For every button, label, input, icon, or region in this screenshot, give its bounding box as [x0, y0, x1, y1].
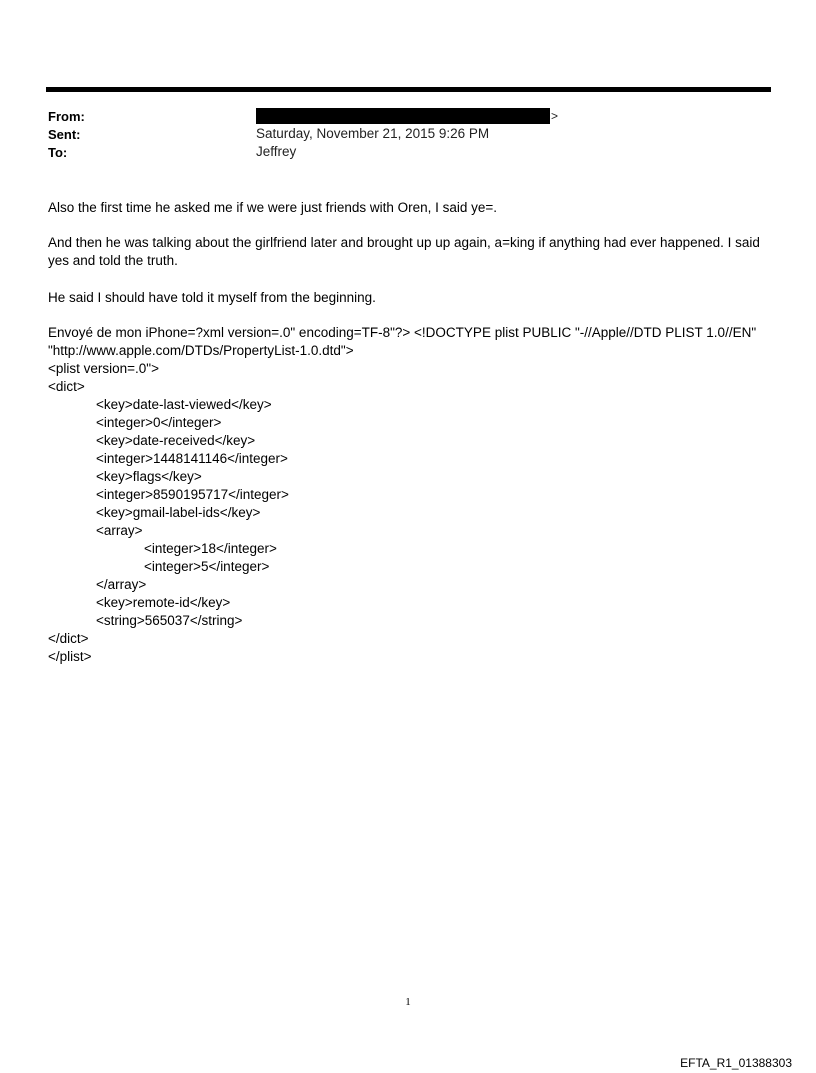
plist-line: <key>remote-id</key> — [96, 595, 231, 610]
body-paragraph-3: He said I should have told it myself from the beginning. — [48, 290, 376, 305]
body-paragraph-2: And then he was talking about the girlfriend later and brought up up again, a=king if anything had ever happened. I said yes and told the truth. — [48, 235, 760, 268]
plist-line: <key>date-last-viewed</key> — [96, 397, 272, 412]
plist-line: <integer>8590195717</integer> — [96, 487, 289, 502]
plist-line: </plist> — [48, 649, 92, 664]
redacted-sender — [256, 108, 550, 124]
plist-line: <integer>1448141146</integer> — [96, 451, 288, 466]
body-paragraph-4-line-2: "http://www.apple.com/DTDs/PropertyList-1.0.dtd"> — [48, 343, 354, 358]
plist-line: <string>565037</string> — [96, 613, 243, 628]
from-suffix: > — [551, 109, 559, 123]
sent-value: Saturday, November 21, 2015 9:26 PM — [256, 126, 490, 141]
plist-line: <integer>18</integer> — [144, 541, 277, 556]
from-label: From: — [48, 109, 85, 124]
plist-line: </dict> — [48, 631, 89, 646]
plist-line: <dict> — [48, 379, 85, 394]
to-value: Jeffrey — [256, 144, 297, 159]
page-number: 1 — [405, 996, 411, 1008]
plist-line: <plist version=.0"> — [48, 361, 159, 376]
bates-number: EFTA_R1_01388303 — [680, 1056, 792, 1070]
header-rule — [46, 87, 771, 92]
plist-line: <key>flags</key> — [96, 469, 202, 484]
plist-line: </array> — [96, 577, 147, 592]
plist-line: <integer>5</integer> — [144, 559, 270, 574]
body-paragraph-1: Also the first time he asked me if we were just friends with Oren, I said ye=. — [48, 200, 498, 215]
sent-label: Sent: — [48, 127, 81, 142]
plist-line: <key>gmail-label-ids</key> — [96, 505, 261, 520]
plist-line: <integer>0</integer> — [96, 415, 222, 430]
plist-line: <key>date-received</key> — [96, 433, 256, 448]
body-paragraph-4-line-1: Envoyé de mon iPhone=?xml version=.0" encoding=TF-8"?> <!DOCTYPE plist PUBLIC "-//Apple//DTD PLIST 1.0//EN" — [48, 325, 757, 340]
to-label: To: — [48, 145, 68, 160]
plist-line: <array> — [96, 523, 143, 538]
